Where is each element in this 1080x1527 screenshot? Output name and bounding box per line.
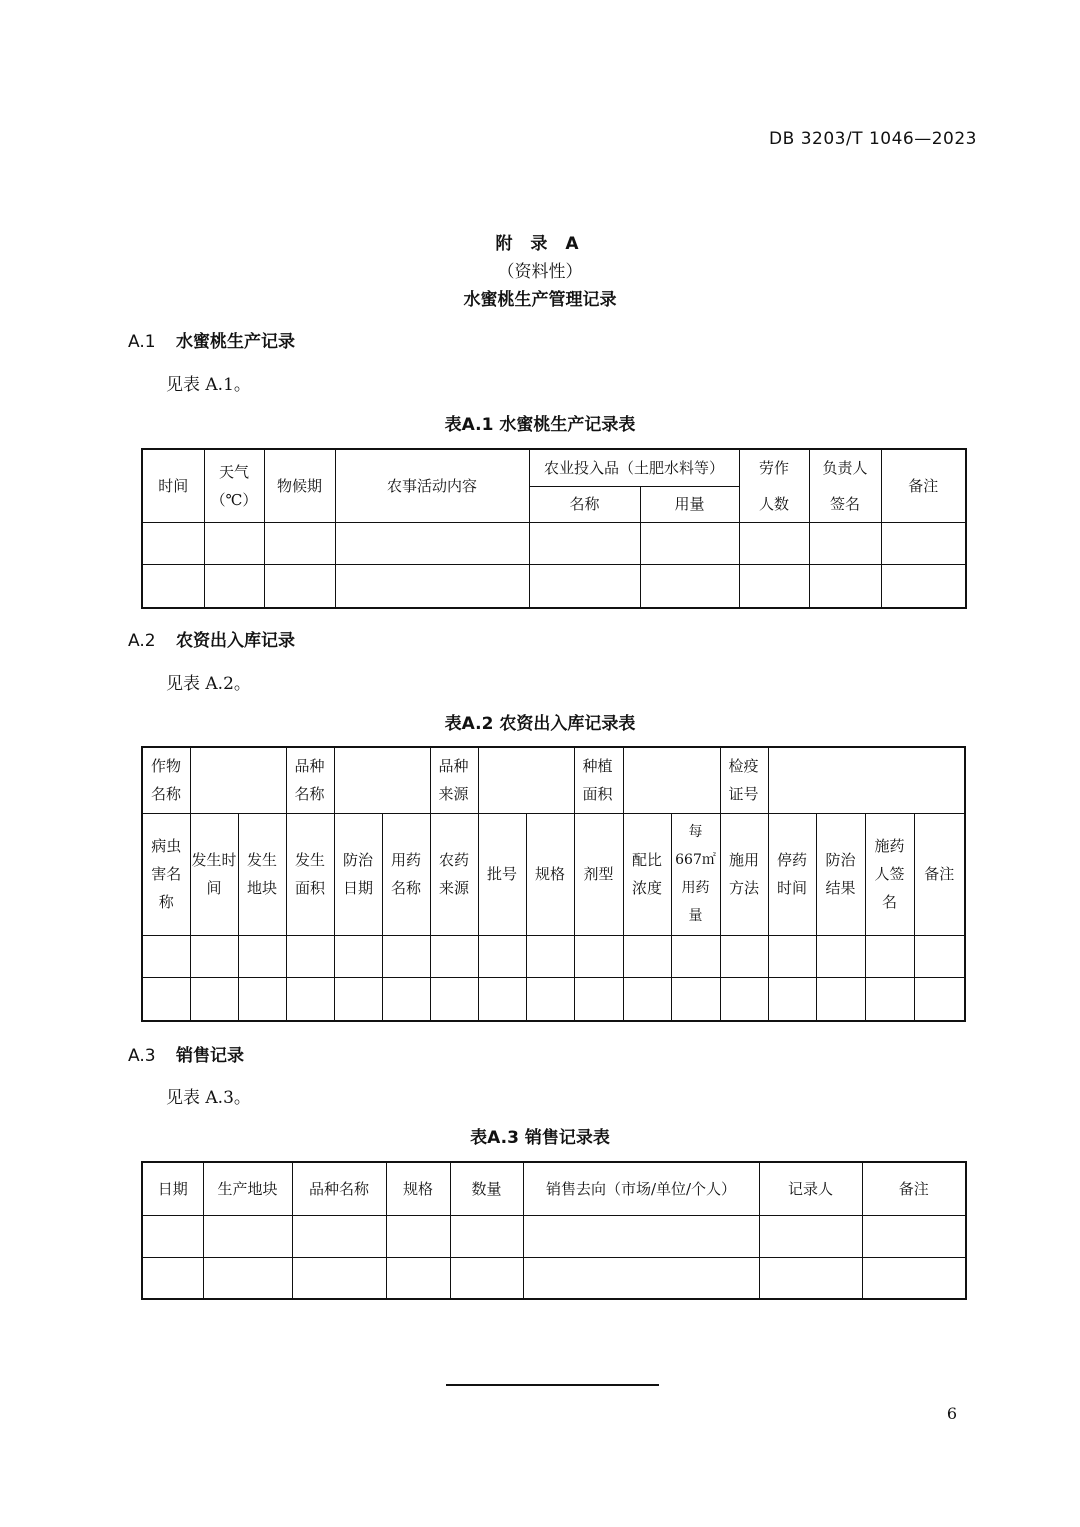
table-cell[interactable] bbox=[203, 1257, 292, 1299]
table-cell[interactable] bbox=[759, 1215, 862, 1257]
header-cell: 日期 bbox=[142, 1162, 203, 1215]
header-cell: 批号 bbox=[478, 813, 526, 935]
header-cell: 停药 时间 bbox=[768, 813, 816, 935]
table-row bbox=[142, 747, 965, 813]
table-row bbox=[142, 565, 966, 608]
table-cell[interactable] bbox=[286, 977, 334, 1021]
header-cell: 防治 日期 bbox=[334, 813, 382, 935]
section-heading-a3 bbox=[128, 1041, 244, 1066]
label-cell: 作物 名称 bbox=[142, 747, 190, 813]
table-cell[interactable] bbox=[759, 1257, 862, 1299]
header-cell: 剂型 bbox=[574, 813, 623, 935]
see-table-text: 见表 A.1。 bbox=[166, 375, 251, 395]
table-cell[interactable] bbox=[334, 977, 382, 1021]
table-cell[interactable] bbox=[478, 977, 526, 1021]
table-cell[interactable] bbox=[204, 565, 264, 608]
table-cell[interactable] bbox=[862, 1257, 966, 1299]
table-cell[interactable] bbox=[430, 935, 478, 977]
table-cell[interactable] bbox=[238, 977, 286, 1021]
section-title: 销售记录 bbox=[176, 1046, 244, 1066]
header-cell: 规格 bbox=[386, 1162, 450, 1215]
header-cell: 时间 bbox=[142, 449, 204, 523]
table-cell[interactable] bbox=[382, 935, 430, 977]
table-cell[interactable] bbox=[720, 935, 768, 977]
table-cell[interactable] bbox=[142, 523, 204, 565]
table-cell[interactable] bbox=[142, 1215, 203, 1257]
table-row bbox=[142, 813, 965, 935]
table-cell[interactable] bbox=[720, 977, 768, 1021]
header-cell: 劳作 人数 bbox=[739, 449, 809, 523]
header-cell: 施用 方法 bbox=[720, 813, 768, 935]
appendix-title: 附 录 A bbox=[495, 234, 585, 254]
label-cell: 品种 来源 bbox=[430, 747, 478, 813]
table-row bbox=[142, 1162, 966, 1215]
header-cell: 防治 结果 bbox=[816, 813, 865, 935]
table-cell[interactable] bbox=[671, 935, 720, 977]
table-cell[interactable] bbox=[529, 523, 640, 565]
table-row bbox=[142, 1257, 966, 1299]
table-cell[interactable] bbox=[450, 1215, 523, 1257]
table-cell[interactable] bbox=[809, 565, 881, 608]
header-cell: 用药 名称 bbox=[382, 813, 430, 935]
header-cell: 数量 bbox=[450, 1162, 523, 1215]
section-number: A.2 bbox=[128, 631, 156, 651]
header-cell: 每 667㎡ 用药 量 bbox=[671, 813, 720, 935]
table-cell[interactable] bbox=[292, 1215, 386, 1257]
table-cell[interactable] bbox=[386, 1215, 450, 1257]
table-row bbox=[142, 977, 965, 1021]
header-cell: 销售去向（市场/单位/个人） bbox=[523, 1162, 759, 1215]
label-cell: 种植 面积 bbox=[574, 747, 623, 813]
table-cell[interactable] bbox=[526, 977, 574, 1021]
table-cell[interactable] bbox=[865, 935, 914, 977]
table-cell[interactable] bbox=[671, 977, 720, 1021]
table-cell[interactable] bbox=[203, 1215, 292, 1257]
table-cell[interactable] bbox=[286, 935, 334, 977]
table-row bbox=[142, 523, 966, 565]
table-cell[interactable] bbox=[335, 565, 529, 608]
section-heading-a2 bbox=[128, 626, 295, 651]
appendix-nature: （资料性） bbox=[497, 262, 583, 282]
table-cell[interactable] bbox=[386, 1257, 450, 1299]
table-cell[interactable] bbox=[142, 565, 204, 608]
table-cell[interactable] bbox=[574, 977, 623, 1021]
table-cell[interactable] bbox=[816, 977, 865, 1021]
header-cell: 天气 （℃） bbox=[204, 449, 264, 523]
table-caption-a3: 表A.3 销售记录表 bbox=[470, 1128, 610, 1148]
header-cell: 规格 bbox=[526, 813, 574, 935]
table-cell[interactable] bbox=[816, 935, 865, 977]
section-title: 农资出入库记录 bbox=[176, 631, 295, 651]
footer-rule bbox=[446, 1384, 659, 1386]
table-cell[interactable] bbox=[881, 523, 966, 565]
table-cell[interactable] bbox=[739, 523, 809, 565]
value-cell[interactable] bbox=[334, 747, 430, 813]
table-cell[interactable] bbox=[450, 1257, 523, 1299]
table-cell[interactable] bbox=[238, 935, 286, 977]
header-cell: 备注 bbox=[862, 1162, 966, 1215]
header-cell: 品种名称 bbox=[292, 1162, 386, 1215]
sales-record-table bbox=[141, 1161, 967, 1300]
standard-number: DB 3203/T 1046—2023 bbox=[769, 129, 977, 149]
table-cell[interactable] bbox=[526, 935, 574, 977]
label-cell: 品种 名称 bbox=[286, 747, 334, 813]
table-cell[interactable] bbox=[768, 977, 816, 1021]
table-cell[interactable] bbox=[881, 565, 966, 608]
header-cell: 负责人 签名 bbox=[809, 449, 881, 523]
table-cell[interactable] bbox=[142, 935, 190, 977]
table-caption-a1: 表A.1 水蜜桃生产记录表 bbox=[444, 415, 636, 435]
table-cell[interactable] bbox=[523, 1257, 759, 1299]
section-title: 水蜜桃生产记录 bbox=[176, 332, 295, 352]
header-cell: 备注 bbox=[914, 813, 965, 935]
table-caption-a2: 表A.2 农资出入库记录表 bbox=[444, 714, 636, 734]
header-cell: 病虫 害名 称 bbox=[142, 813, 190, 935]
section-number: A.1 bbox=[128, 332, 156, 352]
header-cell: 备注 bbox=[881, 449, 966, 523]
value-cell[interactable] bbox=[623, 747, 720, 813]
table-cell[interactable] bbox=[382, 977, 430, 1021]
table-cell[interactable] bbox=[430, 977, 478, 1021]
table-cell[interactable] bbox=[264, 565, 335, 608]
label-cell: 检疫 证号 bbox=[720, 747, 768, 813]
table-cell[interactable] bbox=[335, 523, 529, 565]
value-cell[interactable] bbox=[190, 747, 286, 813]
see-table-text: 见表 A.2。 bbox=[166, 674, 251, 694]
table-cell[interactable] bbox=[478, 935, 526, 977]
table-cell[interactable] bbox=[142, 1257, 203, 1299]
header-cell: 记录人 bbox=[759, 1162, 862, 1215]
see-table-text: 见表 A.3。 bbox=[166, 1088, 251, 1108]
appendix-name: 水蜜桃生产管理记录 bbox=[463, 290, 617, 310]
value-cell[interactable] bbox=[768, 747, 965, 813]
header-cell: 名称 bbox=[529, 486, 640, 522]
header-cell: 用量 bbox=[640, 486, 739, 522]
table-cell[interactable] bbox=[640, 523, 739, 565]
table-cell[interactable] bbox=[190, 977, 238, 1021]
agri-input-table bbox=[141, 746, 966, 1022]
header-cell: 配比 浓度 bbox=[623, 813, 671, 935]
table-cell[interactable] bbox=[334, 935, 382, 977]
table-cell[interactable] bbox=[204, 523, 264, 565]
header-cell: 农事活动内容 bbox=[335, 449, 529, 523]
table-cell[interactable] bbox=[264, 523, 335, 565]
table-cell[interactable] bbox=[523, 1215, 759, 1257]
table-cell[interactable] bbox=[640, 565, 739, 608]
table-cell[interactable] bbox=[623, 935, 671, 977]
header-cell: 发生 地块 bbox=[238, 813, 286, 935]
header-cell: 农业投入品（土肥水料等） bbox=[529, 449, 739, 486]
table-cell[interactable] bbox=[142, 977, 190, 1021]
table-cell[interactable] bbox=[574, 935, 623, 977]
table-cell[interactable] bbox=[623, 977, 671, 1021]
header-cell: 农药 来源 bbox=[430, 813, 478, 935]
section-heading-a1 bbox=[128, 327, 295, 352]
header-cell: 发生时 间 bbox=[190, 813, 238, 935]
header-cell: 物候期 bbox=[264, 449, 335, 523]
table-cell[interactable] bbox=[914, 977, 965, 1021]
table-cell[interactable] bbox=[865, 977, 914, 1021]
table-row bbox=[142, 935, 965, 977]
header-cell: 施药 人签 名 bbox=[865, 813, 914, 935]
value-cell[interactable] bbox=[478, 747, 574, 813]
table-cell[interactable] bbox=[292, 1257, 386, 1299]
table-cell[interactable] bbox=[190, 935, 238, 977]
table-cell[interactable] bbox=[914, 935, 965, 977]
table-cell[interactable] bbox=[529, 565, 640, 608]
table-cell[interactable] bbox=[809, 523, 881, 565]
table-row bbox=[142, 1215, 966, 1257]
table-cell[interactable] bbox=[768, 935, 816, 977]
header-cell: 发生 面积 bbox=[286, 813, 334, 935]
production-record-table bbox=[141, 448, 967, 609]
table-cell[interactable] bbox=[862, 1215, 966, 1257]
header-cell: 生产地块 bbox=[203, 1162, 292, 1215]
section-number: A.3 bbox=[128, 1046, 156, 1066]
table-cell[interactable] bbox=[739, 565, 809, 608]
page-number: 6 bbox=[946, 1404, 957, 1423]
